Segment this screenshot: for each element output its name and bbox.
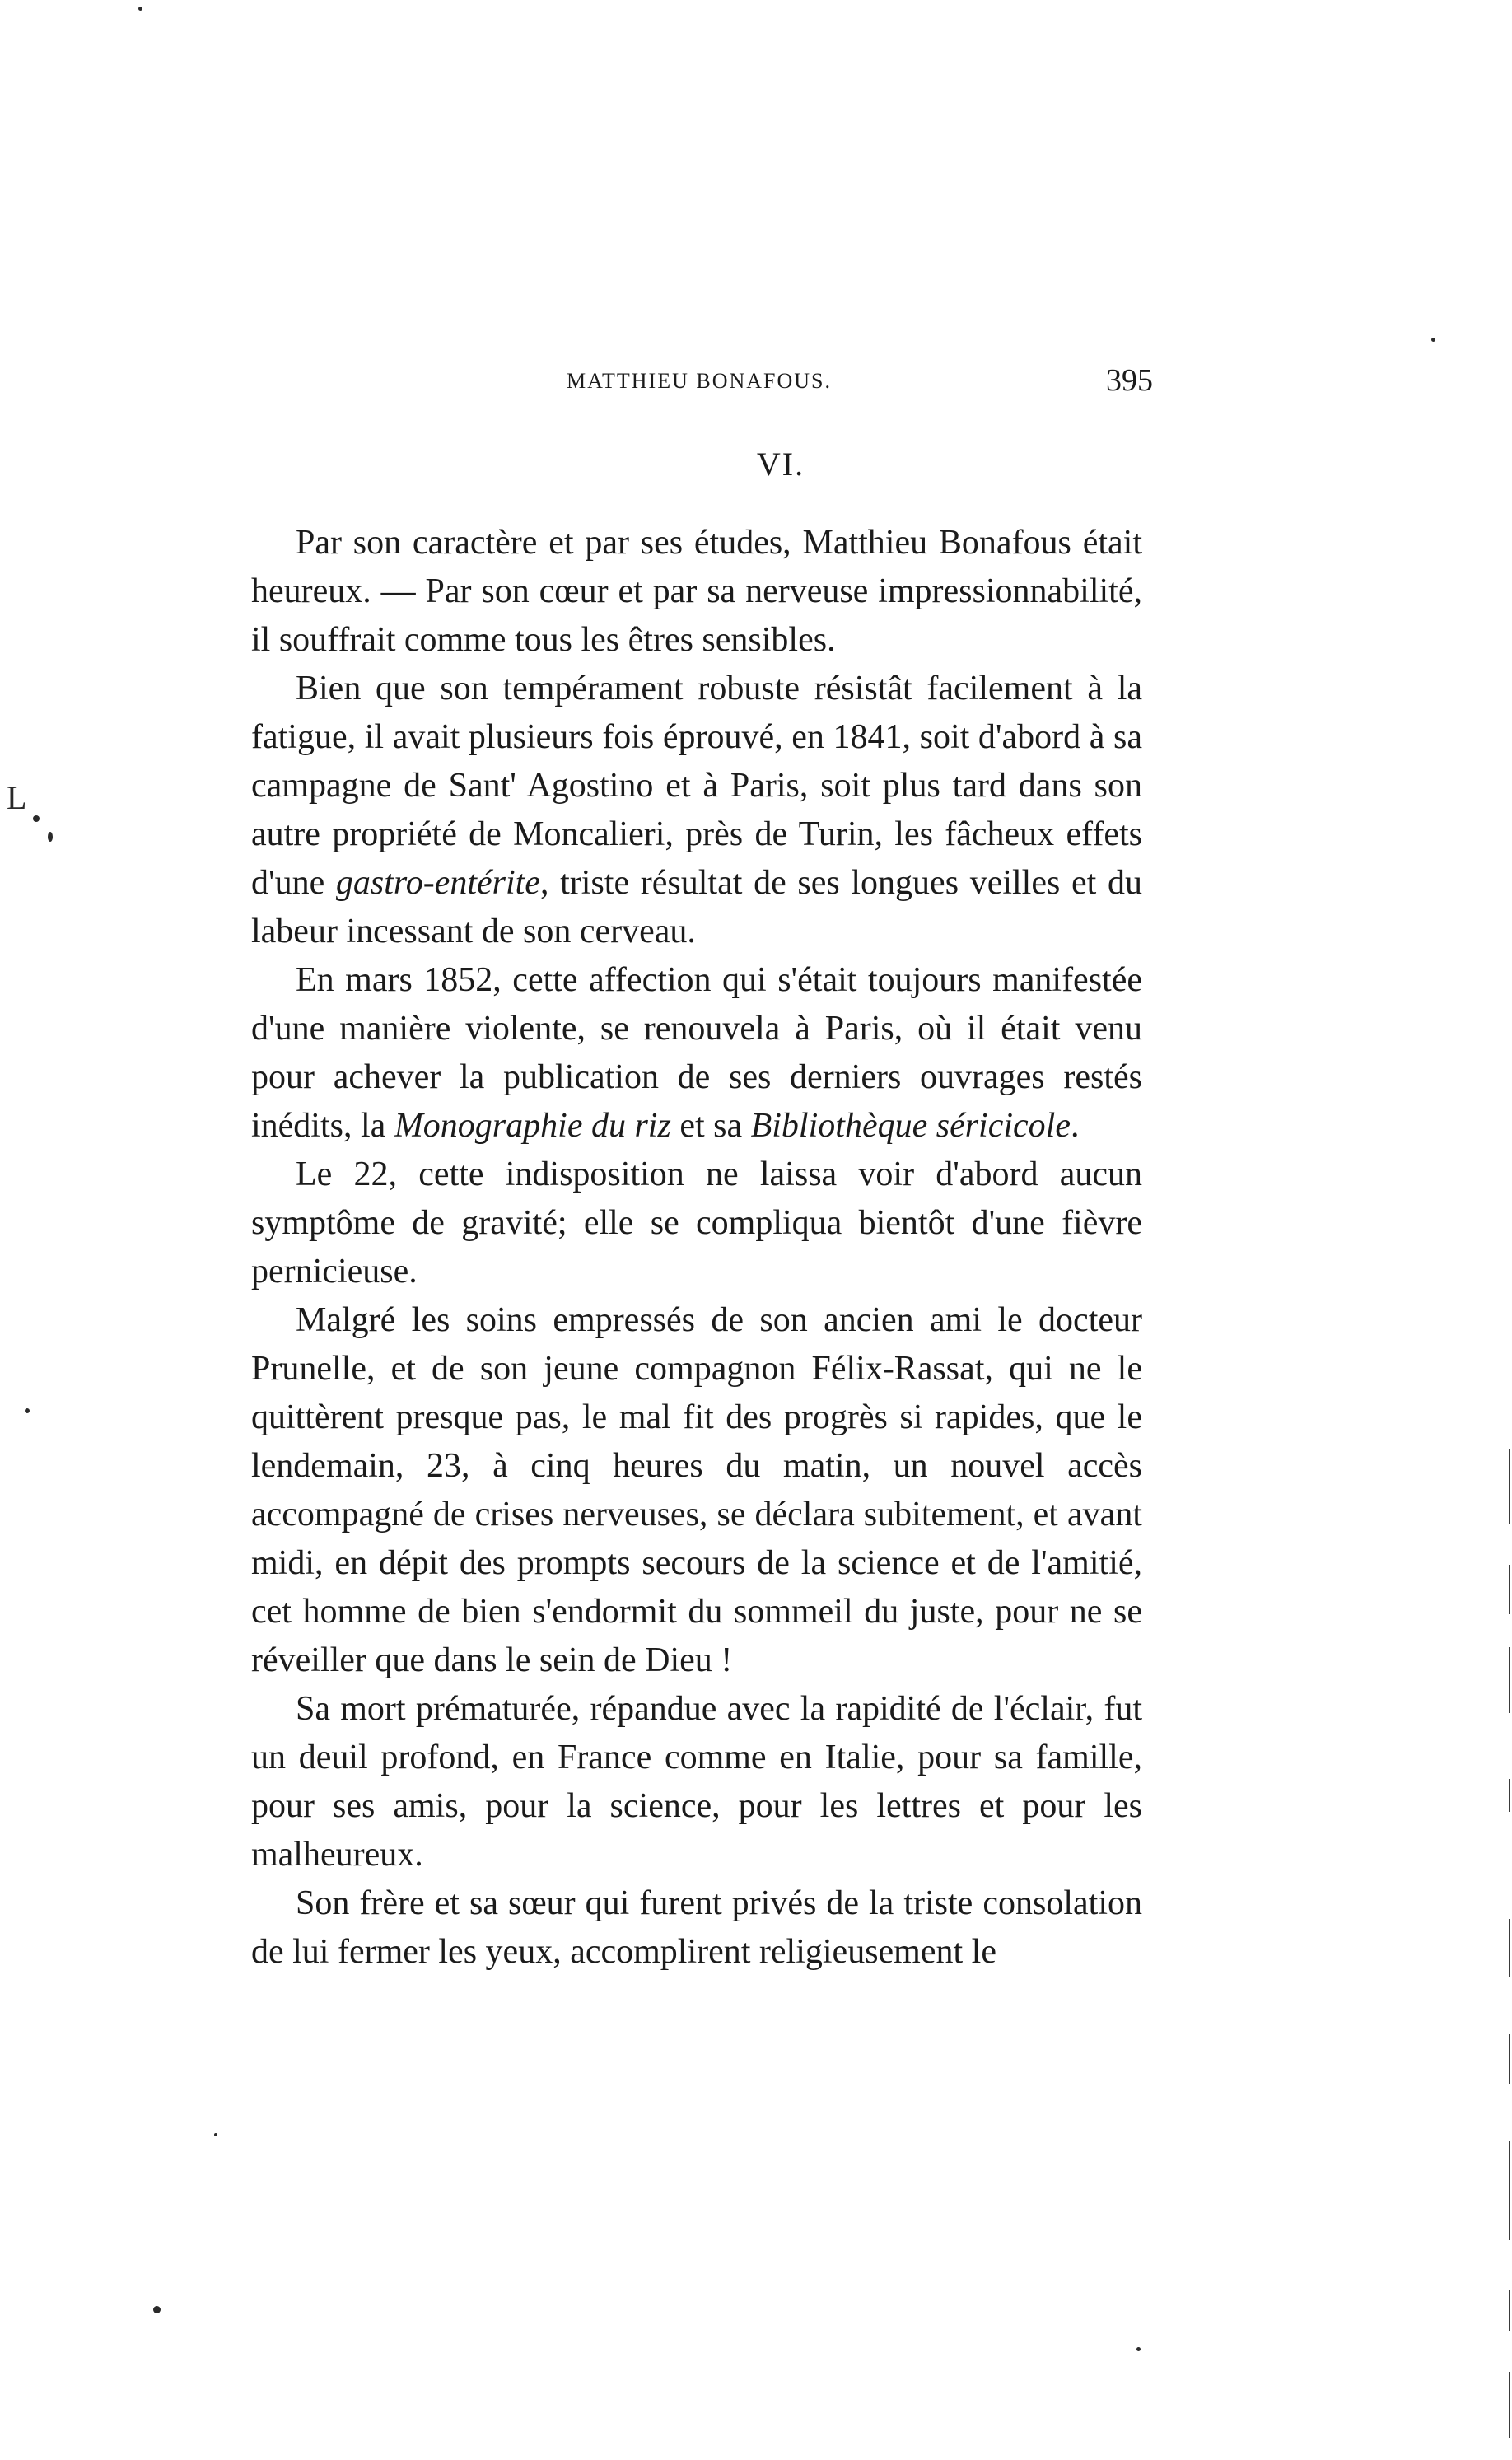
page-edge-mark <box>1509 1647 1510 1713</box>
page-edge-mark <box>1509 2141 1510 2240</box>
paragraph-3-text-b: et sa <box>670 1107 751 1145</box>
page-number: 395 <box>1106 363 1153 398</box>
running-title: MATTHIEU BONAFOUS. <box>567 369 833 393</box>
scan-speck <box>1431 338 1435 342</box>
paragraph-4 <box>251 1151 1142 1296</box>
paragraph-4-text: Le 22, cette indisposition ne laissa voir d'abord aucun symptôme de gravité; elle se compliqua bientôt d'une fièvre pernicieuse. <box>251 1155 1142 1291</box>
page-edge-mark <box>1509 2034 1510 2084</box>
scan-speck <box>48 832 53 842</box>
paragraph-5-text: Malgré les soins empressés de son ancien ami le docteur Prunelle, et de son jeune compagnon Félix-Rassat, qui ne le quittèrent presque pas, le mal fit des progrès si rapides, que le lendemain, 23, à cinq heures du matin, un nouvel accès accompagné de crises nerveuses, se déclara subitement, et avant midi, en dépit des prompts secours de la science et de l'amitié, cet homme de bien s'endormit du sommeil du juste, pour ne se réveiller que dans le sein de Dieu ! <box>251 1301 1142 1679</box>
page-edge-mark <box>1509 1919 1510 1977</box>
page-edge-mark <box>1509 1779 1510 1812</box>
page-edge-mark <box>1509 1565 1510 1614</box>
page-edge-mark <box>1509 2372 1510 2438</box>
section-number: VI. <box>756 446 805 483</box>
paragraph-5 <box>251 1296 1142 1685</box>
paragraph-3 <box>251 956 1142 1151</box>
paragraph-2 <box>251 665 1142 956</box>
scan-speck <box>1136 2347 1141 2351</box>
paragraph-2-text-b: , triste résultat de ses longues veilles et du labeur incessant de son cerveau. <box>251 864 1142 950</box>
scan-speck <box>214 2133 217 2136</box>
paragraph-2-text-a: Bien que son tempérament robuste résistât facilement à la fatigue, il avait plusieurs fois éprouvé, en 1841, soit d'abord à sa campagne de Sant' Agostino et à Paris, soit plus tard dans son autre propriété de Moncalieri, près de Turin, les fâcheux effets d'une <box>251 670 1142 902</box>
scan-speck <box>138 7 142 11</box>
paragraph-6 <box>251 1685 1142 1879</box>
paragraph-7 <box>251 1879 1142 1977</box>
scan-speck <box>153 2306 161 2313</box>
running-head <box>567 362 1153 404</box>
paragraph-3-italic-a: Monographie du riz <box>394 1107 671 1145</box>
paragraph-2-italic: gastro-entérite <box>335 864 540 902</box>
paragraph-1 <box>251 519 1142 665</box>
paragraph-7-text: Son frère et sa sœur qui furent privés de la triste consolation de lui fermer les yeux, accomplirent religieusement le <box>251 1884 1142 1971</box>
paragraph-3-italic-b: Bibliothèque séricicole <box>750 1107 1071 1145</box>
paragraph-3-text-a: En mars 1852, cette affection qui s'était toujours manifestée d'une manière violente, se renouvela à Paris, où il était venu pour achever la publication de ses derniers ouvrages restés inédits, la <box>251 961 1142 1145</box>
paragraph-1-text: Par son caractère et par ses études, Matthieu Bonafous était heureux. — Par son cœur et par sa nerveuse impressionnabilité, il souffrait comme tous les êtres sensibles. <box>251 524 1142 659</box>
body-text <box>251 519 1142 1977</box>
scan-speck <box>33 815 40 822</box>
paragraph-3-text-c: . <box>1071 1107 1080 1145</box>
scan-speck <box>25 1408 30 1413</box>
page-edge-mark <box>1509 2290 1510 2331</box>
paragraph-6-text: Sa mort prématurée, répandue avec la rapidité de l'éclair, fut un deuil profond, en France comme en Italie, pour sa famille, pour ses amis, pour la science, pour les lettres et pour les malheureux. <box>251 1690 1142 1874</box>
page-edge-mark <box>1509 1449 1510 1524</box>
margin-mark: L <box>7 779 27 816</box>
